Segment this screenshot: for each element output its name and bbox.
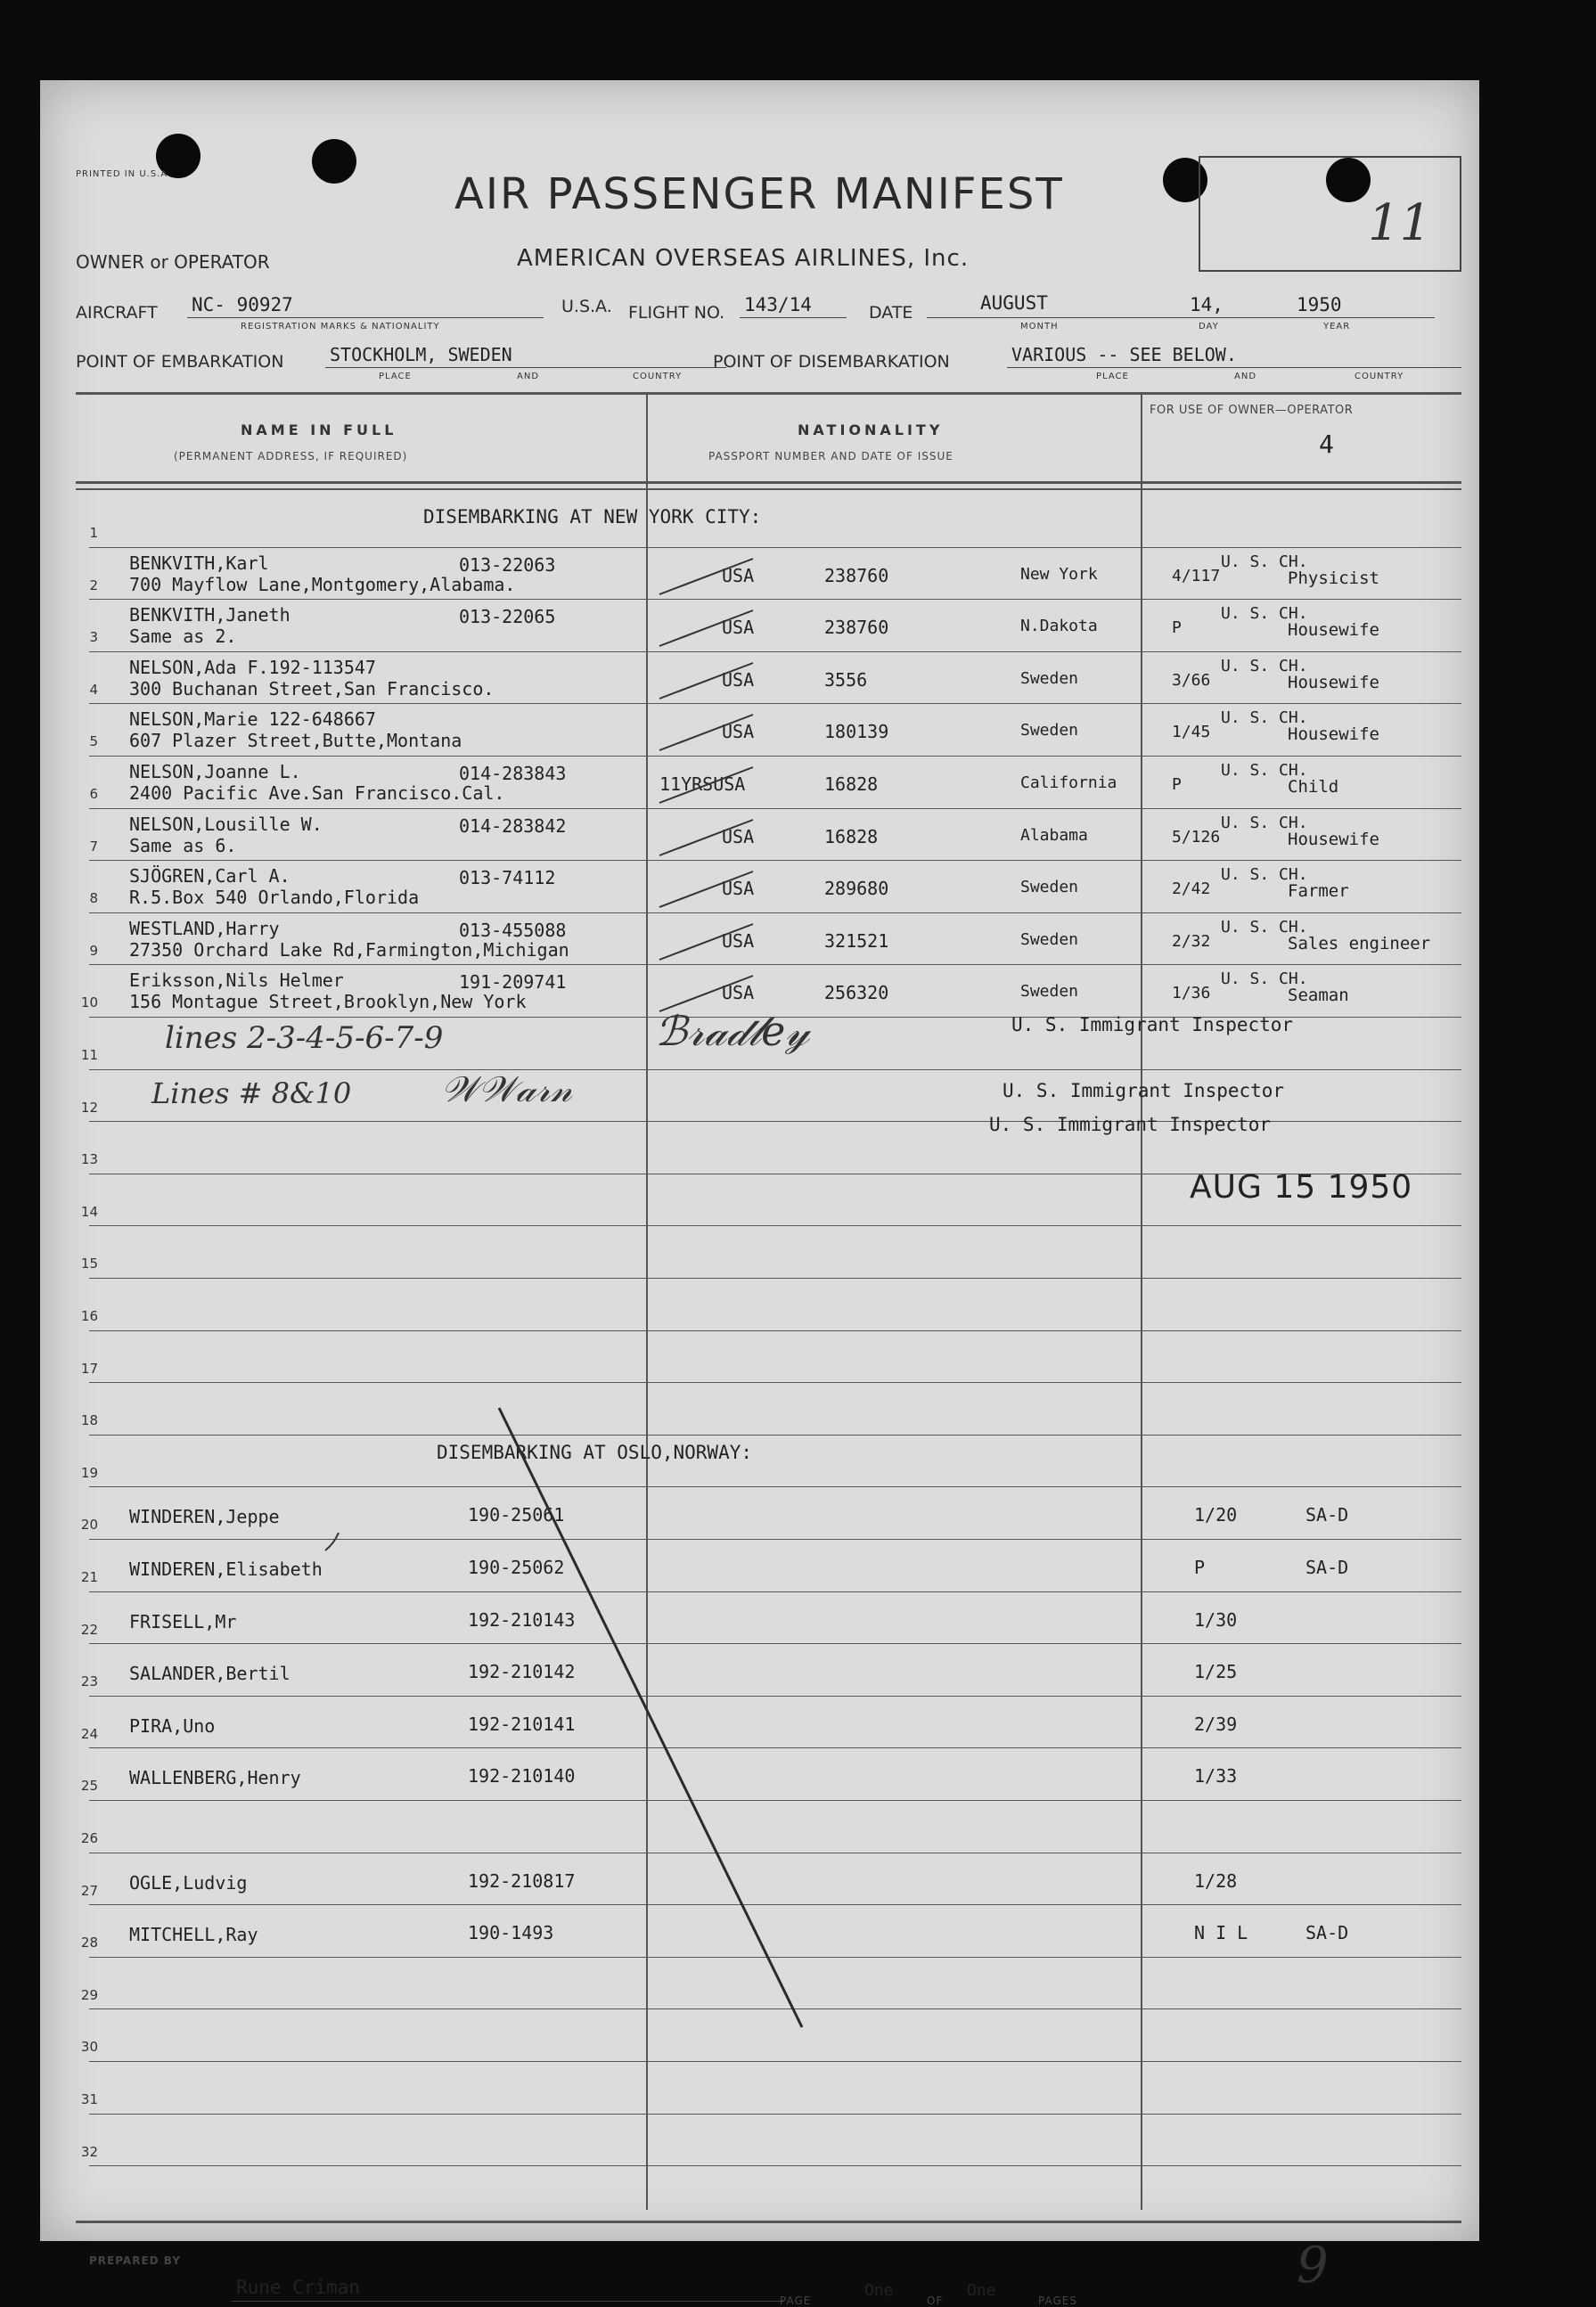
passport-number: 238760	[824, 564, 889, 586]
embark-value: STOCKHOLM, SWEDEN	[330, 344, 512, 365]
line-number: 26	[80, 1830, 98, 1846]
passport-place: N.Dakota	[1020, 617, 1098, 636]
nationality-column-header: NATIONALITY	[798, 421, 944, 438]
line-number: 24	[80, 1725, 98, 1742]
passport-place: Sweden	[1020, 721, 1079, 740]
day-sub: DAY	[1199, 322, 1219, 331]
section-nyc: DISEMBARKING AT NEW YORK CITY:	[423, 506, 762, 528]
passenger-name: WINDEREN,Jeppe	[129, 1506, 280, 1528]
of-value: One	[967, 2281, 996, 2300]
occupation: Housewife	[1288, 672, 1379, 692]
passport-date: 1/30	[1194, 1608, 1238, 1631]
name-column-sub: (PERMANENT ADDRESS, IF REQUIRED)	[174, 450, 408, 462]
passport-date: 2/32	[1172, 931, 1211, 951]
citizenship-status: U. S. CH.	[1221, 552, 1308, 571]
passport-date: 4/117	[1172, 566, 1221, 585]
occupation: Farmer	[1288, 881, 1349, 902]
line-number: 31	[80, 2091, 98, 2107]
line-number: 29	[80, 1986, 98, 2003]
line-number: 32	[80, 2143, 98, 2160]
visa-code: SA-D	[1305, 1922, 1349, 1944]
passenger-name: SALANDER,Bertil	[129, 1663, 291, 1685]
passport-number: 238760	[824, 617, 889, 639]
owner-name: AMERICAN OVERSEAS AIRLINES, Inc.	[517, 245, 970, 272]
visa-code: SA-D	[1305, 1504, 1349, 1526]
passport-date: P	[1194, 1557, 1206, 1578]
passenger-address: 300 Buchanan Street,San Francisco.	[129, 677, 495, 699]
prepared-by-label: PREPARED BY	[89, 2254, 181, 2267]
occupation: Physicist	[1288, 568, 1379, 588]
line-number: 21	[80, 1569, 98, 1585]
name-column-header: NAME IN FULL	[241, 421, 397, 438]
passenger-name: NELSON,Lousille W.	[129, 813, 323, 835]
line-number: 3	[89, 629, 98, 646]
place-sub-2: PLACE	[1096, 372, 1129, 381]
passport-place: Sweden	[1020, 668, 1079, 688]
passport-number: 3556	[824, 668, 868, 691]
passenger-id: 013-74112	[459, 867, 556, 889]
line-number: 10	[80, 994, 98, 1011]
passenger-nationality: USA	[722, 878, 755, 900]
inspector-signature-1: ℬ𝓇𝒶𝒹𝓁𝑒𝓎	[655, 1007, 810, 1055]
citizenship-status: U. S. CH.	[1221, 865, 1308, 885]
prepared-by-value: Rune Criman	[236, 2277, 361, 2298]
passenger-id: 014-283842	[459, 814, 567, 837]
passenger-nationality: USA	[722, 929, 755, 952]
line-number: 13	[80, 1151, 98, 1168]
line-number: 2	[89, 577, 98, 593]
passenger-nationality: USA	[722, 721, 755, 743]
passenger-nationality: USA	[722, 564, 755, 586]
aircraft-sub: REGISTRATION MARKS & NATIONALITY	[241, 322, 440, 331]
month-sub: MONTH	[1020, 322, 1059, 331]
passport-date: 1/20	[1194, 1504, 1238, 1526]
passport-date: 1/45	[1172, 723, 1211, 742]
passenger-name: MITCHELL,Ray	[129, 1924, 258, 1946]
owner-column-value: 4	[1319, 429, 1334, 459]
citizenship-status: U. S. CH.	[1221, 969, 1308, 989]
occupation: Housewife	[1288, 620, 1379, 641]
flight-value: 143/14	[744, 294, 812, 315]
country-sub: COUNTRY	[633, 372, 683, 381]
passport-date: P	[1172, 775, 1182, 794]
passenger-id: 191-209741	[459, 971, 567, 994]
passenger-name: NELSON,Ada F.192-113547	[129, 656, 376, 678]
passenger-name: WINDEREN,Elisabeth	[129, 1558, 323, 1580]
passenger-id: 192-210140	[468, 1765, 576, 1788]
inspector-title-3: U. S. Immigrant Inspector	[989, 1114, 1272, 1135]
line-number: 5	[89, 733, 98, 750]
manifest-page	[40, 80, 1479, 2307]
passenger-name: FRISELL,Mr	[129, 1610, 237, 1632]
arrival-date-stamp: AUG 15 1950	[1190, 1169, 1413, 1206]
embark-label: POINT OF EMBARKATION	[76, 352, 284, 372]
aircraft-label: AIRCRAFT	[76, 303, 158, 323]
owner-label: OWNER or OPERATOR	[76, 251, 270, 273]
passport-date: 5/126	[1172, 827, 1221, 847]
line-number: 27	[80, 1882, 98, 1899]
handwritten-lines-note: lines 2-3-4-5-6-7-9	[165, 1020, 444, 1056]
country-label: U.S.A.	[561, 297, 612, 316]
passport-number: 289680	[824, 878, 889, 900]
printed-note: PRINTED IN U.S.A.	[76, 169, 172, 179]
line-number: 30	[80, 2039, 98, 2056]
passenger-nationality: USA	[722, 982, 755, 1004]
passenger-id: 192-210817	[468, 1869, 576, 1892]
line-number: 23	[80, 1673, 98, 1690]
citizenship-status: U. S. CH.	[1221, 917, 1308, 937]
passport-place: Sweden	[1020, 929, 1079, 949]
passenger-name: Eriksson,Nils Helmer	[129, 969, 344, 992]
line-number: 15	[80, 1256, 98, 1272]
occupation: Housewife	[1288, 724, 1379, 745]
passenger-address: R.5.Box 540 Orlando,Florida	[129, 887, 420, 909]
passenger-id: 192-210142	[468, 1661, 576, 1683]
country-sub-2: COUNTRY	[1355, 372, 1404, 381]
passenger-id: 192-210143	[468, 1608, 576, 1631]
aircraft-value: NC- 90927	[192, 294, 293, 315]
passenger-name: WESTLAND,Harry	[129, 917, 280, 939]
day-value: 14,	[1190, 294, 1224, 315]
date-label: DATE	[869, 303, 913, 323]
passport-date: 1/28	[1194, 1869, 1238, 1892]
line-number: 6	[89, 786, 98, 802]
line-number: 19	[80, 1464, 98, 1481]
passenger-nationality: USA	[722, 668, 755, 691]
line-number: 18	[80, 1412, 98, 1429]
passport-number: 256320	[824, 982, 889, 1004]
occupation: Seaman	[1288, 986, 1349, 1006]
line-number: 25	[80, 1778, 98, 1795]
and-sub: AND	[517, 372, 540, 381]
line-number: 1	[89, 525, 98, 541]
citizenship-status: U. S. CH.	[1221, 708, 1308, 728]
line-number: 17	[80, 1360, 98, 1377]
passenger-name: SJÖGREN,Carl A.	[129, 865, 291, 888]
disembark-label: POINT OF DISEMBARKATION	[713, 352, 950, 372]
passenger-address: 156 Montague Street,Brooklyn,New York	[129, 991, 527, 1013]
passenger-address: 607 Plazer Street,Butte,Montana	[129, 730, 462, 752]
section-oslo: DISEMBARKING AT OSLO,NORWAY:	[437, 1442, 753, 1463]
line-number: 12	[80, 1099, 98, 1116]
place-sub: PLACE	[379, 372, 412, 381]
line-number: 4	[89, 681, 98, 698]
line-number: 7	[89, 838, 98, 855]
owner-column-header: FOR USE OF OWNER—OPERATOR	[1150, 404, 1354, 417]
passport-number: 321521	[824, 929, 889, 952]
passport-place: New York	[1020, 564, 1098, 584]
passenger-nationality: USA	[722, 825, 755, 847]
passenger-nationality: 11YRSUSA	[659, 773, 746, 795]
passenger-nationality: USA	[722, 617, 755, 639]
handwritten-lines-note-2: Lines # 8&10	[151, 1076, 352, 1110]
passenger-name: WALLENBERG,Henry	[129, 1767, 301, 1789]
passport-date: 2/39	[1194, 1713, 1238, 1735]
inspector-title-1: U. S. Immigrant Inspector	[1011, 1014, 1294, 1035]
cancellation-strike-line	[40, 80, 1479, 2241]
passport-date: 1/25	[1194, 1661, 1238, 1683]
year-value: 1950	[1297, 294, 1342, 315]
line-number: 8	[89, 890, 98, 907]
line-number: 16	[80, 1308, 98, 1324]
passport-place: Sweden	[1020, 982, 1079, 1002]
corner-number: 9	[1297, 2237, 1329, 2295]
passport-number: 16828	[824, 773, 879, 795]
passport-place: Alabama	[1020, 825, 1088, 845]
passenger-id: 013-22065	[459, 606, 556, 628]
page-value: One	[864, 2281, 894, 2300]
passenger-id: 013-455088	[459, 919, 567, 941]
passenger-address: 700 Mayflow Lane,Montgomery,Alabama.	[129, 573, 516, 595]
passenger-id: 190-1493	[468, 1922, 554, 1944]
passport-number: 180139	[824, 721, 889, 743]
and-sub-2: AND	[1234, 372, 1257, 381]
passenger-name: NELSON,Joanne L.	[129, 761, 301, 782]
passport-place: California	[1020, 773, 1117, 792]
line-number: 28	[80, 1935, 98, 1951]
passenger-id: 013-22063	[459, 553, 556, 576]
passport-date: N I L	[1194, 1922, 1248, 1944]
line-number: 11	[80, 1047, 98, 1063]
form-title: AIR PASSENGER MANIFEST	[454, 169, 1064, 219]
flight-label: FLIGHT NO.	[628, 303, 725, 323]
disembark-value: VARIOUS -- SEE BELOW.	[1011, 344, 1237, 365]
passenger-address: Same as 6.	[129, 834, 237, 856]
corner-mark: 11	[1368, 194, 1432, 252]
occupation: Child	[1288, 777, 1339, 797]
passenger-name: BENKVITH,Karl	[129, 552, 269, 574]
passenger-id: 014-283843	[459, 763, 567, 784]
pages-label: PAGES	[1038, 2295, 1077, 2307]
passport-date: P	[1172, 618, 1182, 638]
line-number: 20	[80, 1517, 98, 1534]
nationality-column-sub: PASSPORT NUMBER AND DATE OF ISSUE	[708, 450, 954, 462]
passport-date: 1/36	[1172, 984, 1211, 1003]
occupation: Housewife	[1288, 829, 1379, 849]
passenger-id: 190-25062	[468, 1557, 565, 1578]
inspector-title-2: U. S. Immigrant Inspector	[1003, 1080, 1285, 1101]
line-number: 22	[80, 1621, 98, 1638]
passport-place: Sweden	[1020, 878, 1079, 897]
year-sub: YEAR	[1323, 322, 1351, 331]
passenger-id: 190-25061	[468, 1504, 565, 1526]
passenger-address: 27350 Orchard Lake Rd,Farmington,Michigan	[129, 938, 569, 961]
citizenship-status: U. S. CH.	[1221, 813, 1308, 832]
of-label: OF	[927, 2295, 944, 2307]
passport-date: 3/66	[1172, 670, 1211, 690]
month-value: AUGUST	[980, 292, 1048, 314]
passport-number: 16828	[824, 825, 879, 847]
passport-date: 2/42	[1172, 879, 1211, 899]
passenger-address: 2400 Pacific Ave.San Francisco.Cal.	[129, 782, 505, 804]
line-number: 9	[89, 942, 98, 959]
passenger-name: OGLE,Ludvig	[129, 1871, 248, 1894]
citizenship-status: U. S. CH.	[1221, 656, 1308, 675]
passport-date: 1/33	[1194, 1765, 1238, 1788]
passenger-name: PIRA,Uno	[129, 1714, 216, 1737]
passenger-name: NELSON,Marie 122-648667	[129, 708, 376, 731]
passenger-address: Same as 2.	[129, 626, 237, 648]
page-label: PAGE	[780, 2295, 812, 2307]
occupation: Sales engineer	[1288, 933, 1431, 953]
passenger-id: 192-210141	[468, 1713, 576, 1735]
passenger-name: BENKVITH,Janeth	[129, 604, 291, 626]
inspector-signature-2: 𝒲𝒲𝒶𝓇𝓃	[441, 1069, 573, 1110]
citizenship-status: U. S. CH.	[1221, 604, 1308, 624]
citizenship-status: U. S. CH.	[1221, 761, 1308, 780]
visa-code: SA-D	[1305, 1557, 1349, 1578]
line-number: 14	[80, 1203, 98, 1220]
